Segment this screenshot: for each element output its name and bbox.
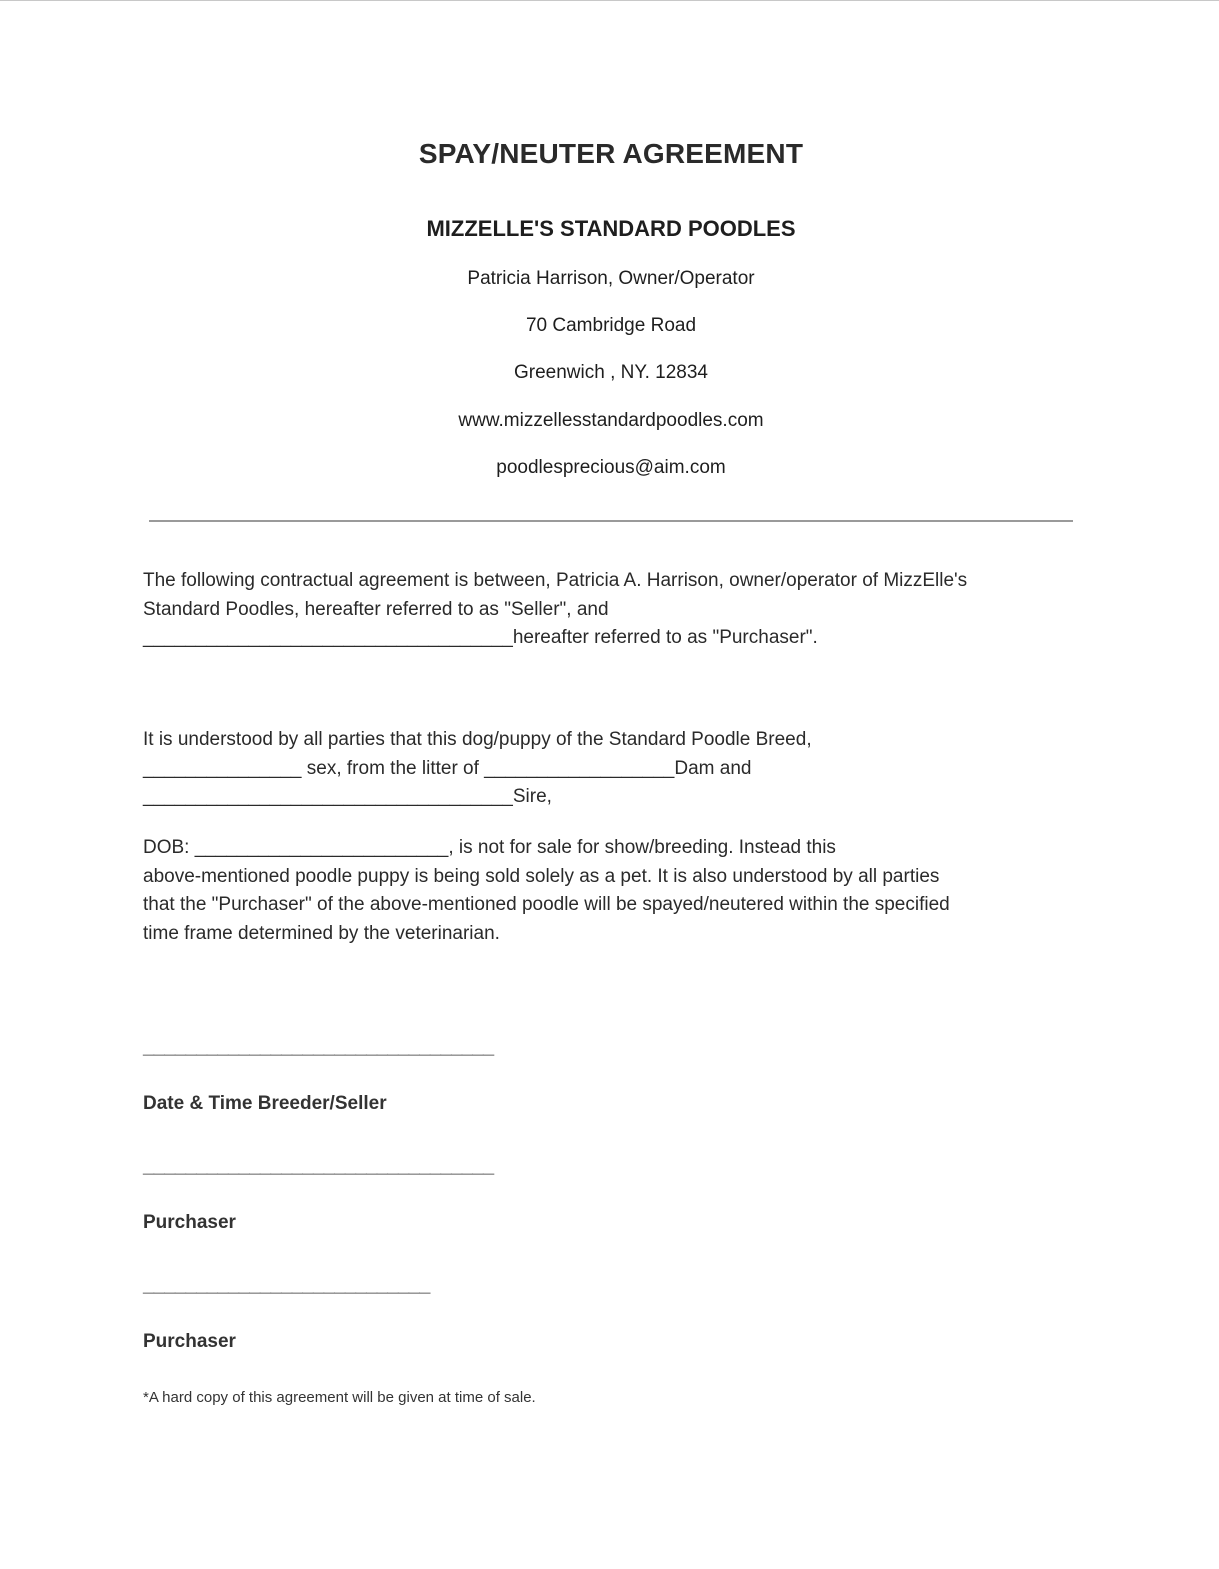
terms-line-4: time frame determined by the veterinarian. (143, 923, 500, 945)
footnote: *A hard copy of this agreement will be given at time of sale. (143, 1389, 536, 1406)
sex-and-dam-blanks[interactable]: _______________ sex, from the litter of __________________Dam and (143, 757, 752, 779)
page-top-border (0, 0, 1219, 1)
purchaser-name-blank[interactable]: ___________________________________hereafter referred to as "Purchaser". (143, 627, 818, 649)
terms-line-3: that the "Purchaser" of the above-mentioned poodle will be spayed/neutered within the specified (143, 894, 950, 916)
terms-line-2: above-mentioned poodle puppy is being sold solely as a pet. It is also understood by all parties (143, 865, 940, 887)
terms-paragraph (143, 834, 1078, 949)
email-link[interactable]: poodlesprecious@aim.com (496, 457, 726, 478)
purchaser-signature-line-2[interactable]: ___________________________ (143, 1274, 430, 1296)
parties-line-1: The following contractual agreement is between, Patricia A. Harrison, owner/operator of MizzElle's (143, 570, 968, 591)
section-divider (149, 520, 1073, 522)
document-title: SPAY/NEUTER AGREEMENT (418, 138, 804, 169)
dog-details-line-1: It is understood by all parties that this dog/puppy of the Standard Poodle Breed, (143, 729, 812, 750)
website-link[interactable]: www.mizzellesstandardpoodles.com (458, 410, 764, 431)
purchaser-signature-label-2: Purchaser (143, 1331, 236, 1352)
city-state-zip: Greenwich , NY. 12834 (514, 362, 708, 383)
dog-details-paragraph (143, 726, 1078, 812)
sire-blank[interactable]: ___________________________________Sire, (143, 786, 552, 808)
seller-signature-line[interactable]: _________________________________ (143, 1036, 494, 1058)
seller-signature-label: Date & Time Breeder/Seller (143, 1093, 387, 1114)
owner-line: Patricia Harrison, Owner/Operator (467, 268, 755, 289)
purchaser-signature-line-1[interactable]: _________________________________ (143, 1155, 494, 1177)
dob-blank[interactable]: DOB: ________________________, is not for sale for show/breeding. Instead this (143, 837, 836, 858)
parties-paragraph (143, 567, 1078, 653)
street-address: 70 Cambridge Road (525, 315, 697, 336)
parties-line-2: Standard Poodles, hereafter referred to as "Seller", and (143, 598, 609, 620)
purchaser-signature-label-1: Purchaser (143, 1212, 236, 1233)
business-name: MIZZELLE'S STANDARD POODLES (426, 216, 796, 241)
